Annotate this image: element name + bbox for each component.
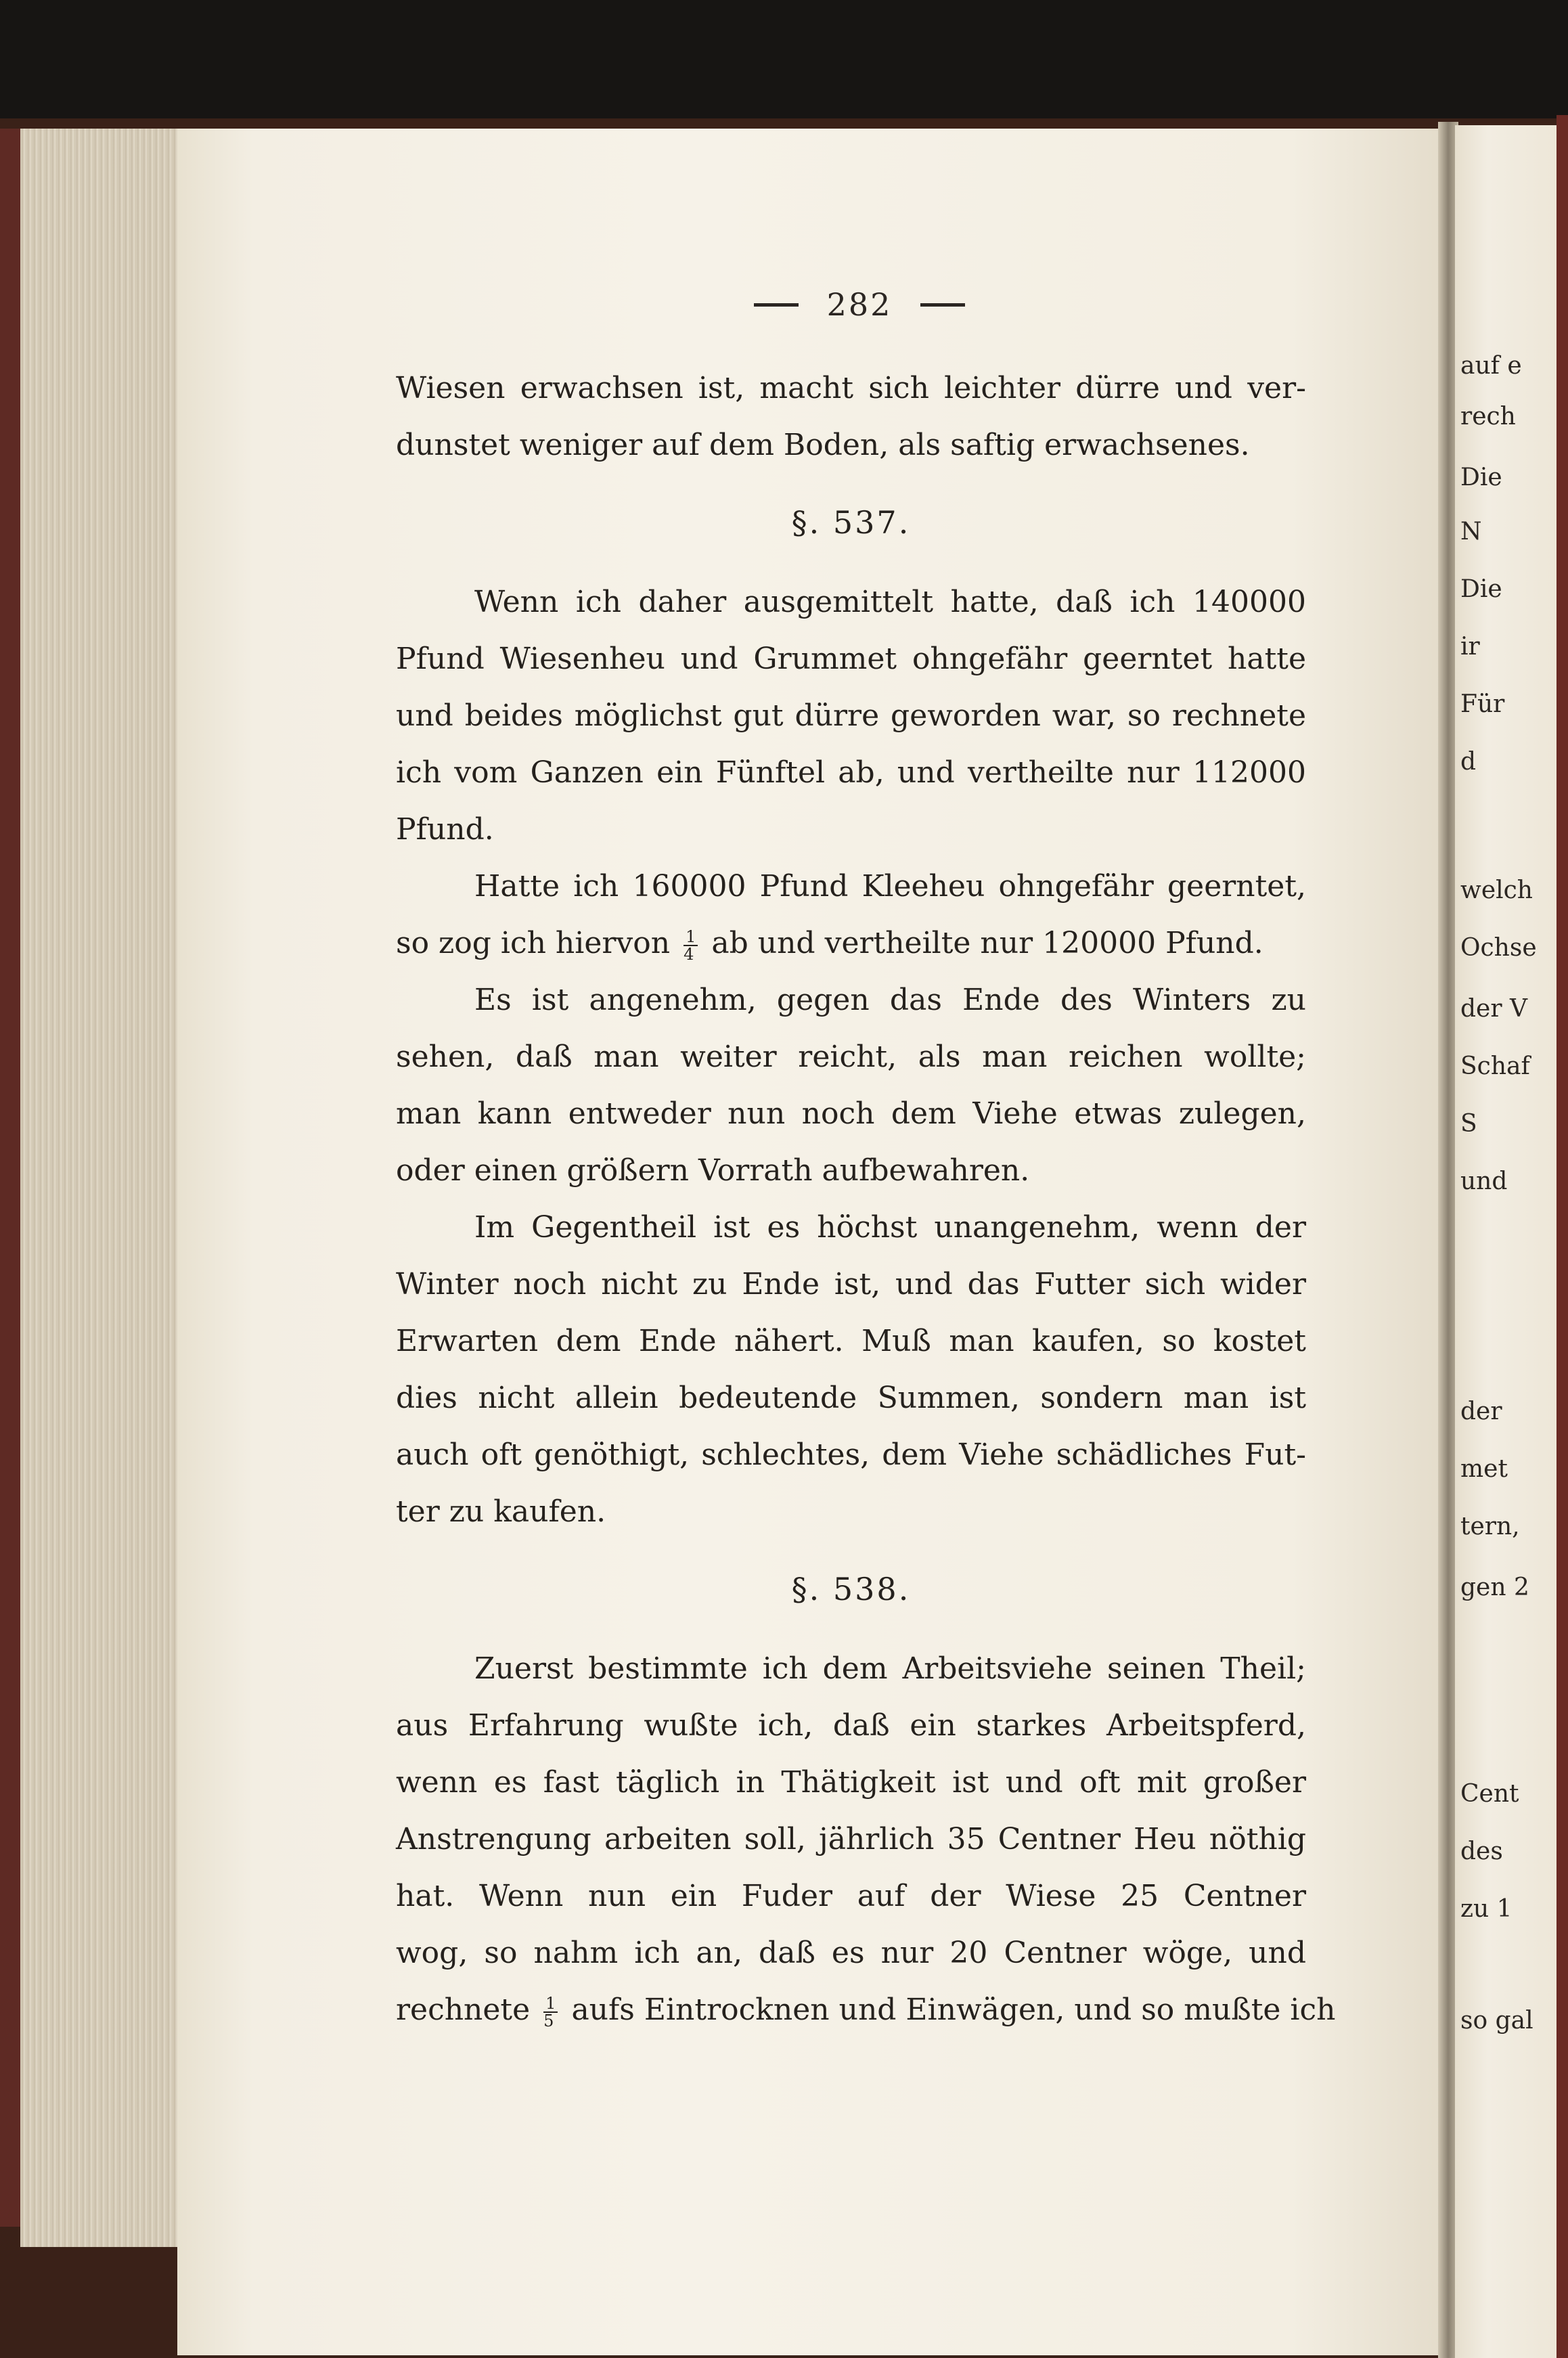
text-line: Wiesen erwachsen ist, macht sich leichter dürre und ver- xyxy=(396,371,1306,405)
text-line: ich vom Ganzen ein Fünftel ab, und vertheilte nur 112000 xyxy=(396,755,1306,790)
page-body xyxy=(396,360,1336,2039)
next-page-fragment: so gal xyxy=(1460,2007,1533,2034)
text-line: Zuerst bestimmte ich dem Arbeitsviehe seinen Theil; xyxy=(474,1651,1306,1686)
fraction-numerator: 1 xyxy=(684,929,698,946)
fraction-denominator: 5 xyxy=(543,2011,554,2030)
text-line: auch oft genöthigt, schlechtes, dem Viehe schädliches Fut- xyxy=(396,1438,1306,1472)
paragraph xyxy=(396,574,1306,631)
text-line: aus Erfahrung wußte ich, daß ein starkes Arbeitspferd, xyxy=(396,1708,1306,1743)
page-header xyxy=(717,281,1002,328)
next-page-fragment: met xyxy=(1460,1455,1508,1483)
text-line: man kann entweder nun noch dem Viehe etwas zulegen, xyxy=(396,1096,1306,1131)
next-page-fragment: Cent xyxy=(1460,1780,1519,1808)
paragraph-cont xyxy=(396,1697,1336,2039)
text-fragment: aufs Eintrocknen und Einwägen, und so mußte ich xyxy=(571,1993,1336,2027)
next-page-fragment: Ochse xyxy=(1460,934,1537,962)
text-line: hat. Wenn nun ein Fuder auf der Wiese 25 Centner xyxy=(396,1879,1306,1913)
next-page-fragment: des xyxy=(1460,1838,1503,1865)
next-page-fragment: und xyxy=(1460,1167,1508,1195)
fraction-quarter xyxy=(684,929,698,962)
text-line-with-fraction xyxy=(396,915,1306,972)
text-line-with-fraction xyxy=(396,1982,1336,2039)
fraction-numerator: 1 xyxy=(543,1995,558,2013)
next-page-fragment: rech xyxy=(1460,403,1516,430)
next-page-fragment: zu 1 xyxy=(1460,1895,1513,1923)
next-page-fragment: d xyxy=(1460,748,1477,776)
paragraph-cont xyxy=(396,631,1306,858)
paragraph-cont xyxy=(396,1256,1306,1540)
next-page-fragment: N xyxy=(1460,518,1482,546)
next-page-fragment: gen 2 xyxy=(1460,1574,1529,1601)
next-page-fragment: tern, xyxy=(1460,1513,1520,1540)
header-dash-right xyxy=(920,303,965,307)
text-fragment: rechnete xyxy=(396,1993,531,2027)
fraction-fifth xyxy=(543,1995,558,2029)
text-fragment: so zog ich hiervon xyxy=(396,926,671,960)
next-page-fragment: ir xyxy=(1460,633,1480,661)
text-line: Pfund. xyxy=(396,812,494,847)
text-line: sehen, daß man weiter reicht, als man reichen wollte; xyxy=(396,1040,1306,1074)
paragraph-cont xyxy=(396,1029,1306,1199)
next-page-fragment: Die xyxy=(1460,575,1502,603)
next-page-fragment: S xyxy=(1460,1110,1477,1138)
header-dash-left xyxy=(754,303,799,307)
text-line: Wenn ich daher ausgemittelt hatte, daß ich 140000 xyxy=(474,585,1306,619)
paragraph xyxy=(396,1199,1306,1256)
next-page-fragment: auf e xyxy=(1460,352,1522,380)
text-line: Pfund Wiesenheu und Grummet ohngefähr geerntet hatte xyxy=(396,642,1306,676)
text-line: wog, so nahm ich an, daß es nur 20 Centner wöge, und xyxy=(396,1936,1306,1970)
text-line: Hatte ich 160000 Pfund Kleeheu ohngefähr geerntet, xyxy=(474,869,1306,904)
next-page-fragment: Schaf xyxy=(1460,1052,1530,1080)
text-line: dies nicht allein bedeutende Summen, sondern man ist xyxy=(396,1381,1306,1415)
text-line: Winter noch nicht zu Ende ist, und das Futter sich wider xyxy=(396,1267,1306,1302)
next-page-fragment: Die xyxy=(1460,464,1502,491)
paragraph-cont xyxy=(396,915,1306,972)
paragraph xyxy=(396,858,1306,915)
fraction-denominator: 4 xyxy=(684,944,694,964)
text-line: oder einen größern Vorrath aufbewahren. xyxy=(396,1153,1030,1188)
text-line: ter zu kaufen. xyxy=(396,1494,606,1529)
text-line: Es ist angenehm, gegen das Ende des Winters zu xyxy=(474,983,1306,1017)
paragraph xyxy=(396,972,1306,1029)
right-cover-edge xyxy=(1556,115,1568,2358)
text-line: Anstrengung arbeiten soll, jährlich 35 Centner Heu nöthig xyxy=(396,1822,1306,1856)
text-line: wenn es fast täglich in Thätigkeit ist und oft mit großer xyxy=(396,1765,1306,1800)
next-page-fragment: der xyxy=(1460,1398,1502,1425)
text-line: Im Gegentheil ist es höchst unangenehm, wenn der xyxy=(474,1210,1306,1245)
text-line: dunstet weniger auf dem Boden, als saftig erwachsenes. xyxy=(396,428,1250,462)
next-page-fragment: welch xyxy=(1460,876,1533,904)
page-edges-stack xyxy=(20,129,183,2247)
page-number: 282 xyxy=(826,286,893,323)
paragraph-continued xyxy=(396,360,1306,474)
next-page-fragment: Für xyxy=(1460,690,1505,718)
paragraph xyxy=(396,1641,1306,1697)
text-fragment: ab und vertheilte nur 120000 Pfund. xyxy=(711,926,1263,960)
text-line: und beides möglichst gut dürre geworden war, so rechnete xyxy=(396,698,1306,733)
next-page-fragment: der V xyxy=(1460,995,1527,1023)
section-heading-538: §. 538. xyxy=(791,1571,911,1607)
section-heading-537: §. 537. xyxy=(791,504,911,541)
text-line: Erwarten dem Ende nähert. Muß man kaufen, so kostet xyxy=(396,1324,1306,1358)
